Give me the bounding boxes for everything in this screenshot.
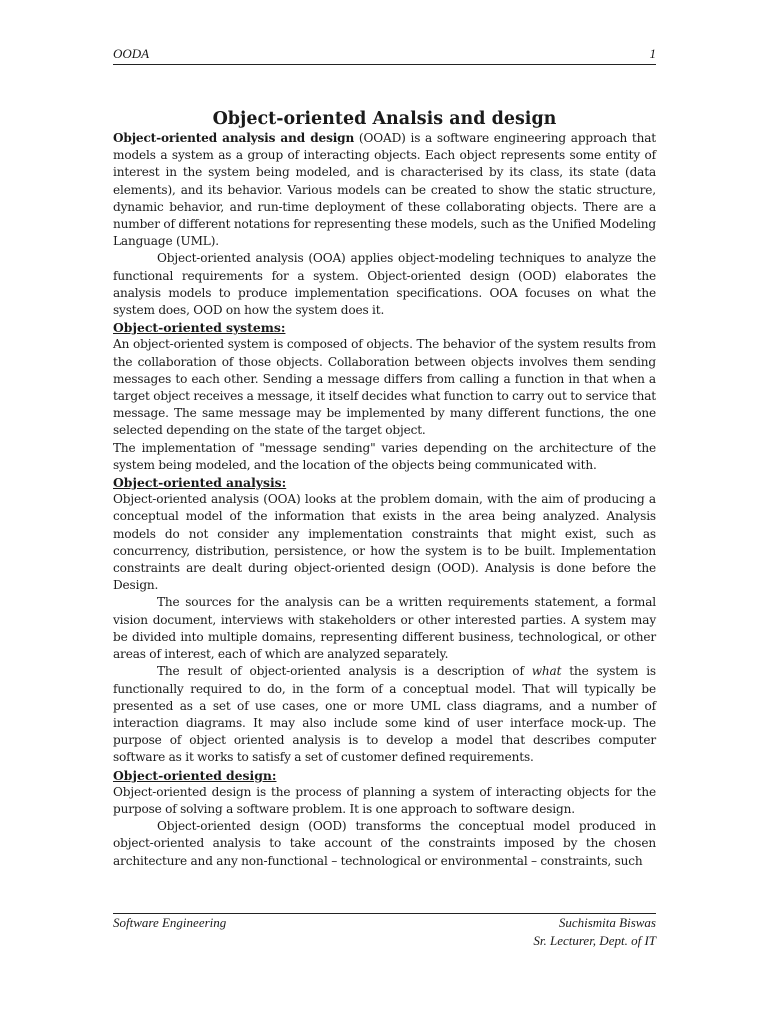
paragraph-analysis-result [113,663,656,766]
paragraph-design-transform: Object-oriented design (OOD) transforms the conceptual model produced in object-oriented analysis to take account of the constraints imposed by the chosen architecture and any non-functional – technological or environmental – constraints, such [113,819,656,868]
paragraph-ooa-ood: Object-oriented analysis (OOA) applies object-modeling techniques to analyze the functional requirements for a system. Object-oriented design (OOD) elaborates the analysis models to produce implementation specifications. OOA focuses on what the system does, OOD on how the system does it. [113,251,656,318]
page-footer [113,913,656,950]
paragraph-analysis-sources: The sources for the analysis can be a written requirements statement, a formal vision document, interviews with stakeholders or other interested parties. A system may be divided into multiple domains, representing different business, technological, or other areas of interest, each of which are analyzed separately. [113,595,656,662]
result-text-before: The result of object-oriented analysis is a description of [157,664,532,679]
intro-text: (OOAD) is a software engineering approach that models a system as a group of interacting objects. Each object represents some entity of interest in the system being modeled, and is characterised by its class, its state (data elements), and its behavior. Various models can be created to show the static structure, dynamic behavior, and run-time deployment of these collaborating objects. There are a number of different notations for representing these models, such as the Unified Modeling Language (UML). [113,131,656,249]
footer-author: Suchismita Biswas [558,915,656,930]
paragraph-systems: An object-oriented system is composed of objects. The behavior of the system results from the collaboration of those objects. Collaboration between objects involves them sending messages to each other. Sending a message differs from calling a function in that when a target object receives a message, it itself decides what function to carry out to service that message. The same message may be implemented by many different functions, the one selected depending on the state of the target object. [113,337,656,438]
intro-bold-term: Object-oriented analysis and design [113,131,355,145]
result-text-after: the system is functionally required to do, in the form of a conceptual model. That will typically be presented as a set of use cases, one or more UML class diagrams, and a number of interaction diagrams. It may also include some kind of user interface mock-up. The purpose of object oriented analysis is to develop a model that describes computer software as it works to satisfy a set of customer defined requirements. [113,664,656,765]
heading-object-oriented-design: Object-oriented design: [113,767,277,783]
page-header [113,46,656,65]
paragraph-message-sending: The implementation of "message sending" varies depending on the architecture of the system being modeled, and the location of the objects being communicated with. [113,440,656,472]
document-title: Object-oriented Analsis and design [212,109,557,129]
heading-object-oriented-analysis: Object-oriented analysis: [113,475,287,491]
result-italic-word: what [531,664,562,679]
document-body [113,108,656,870]
page-number: 1 [649,46,656,61]
footer-subject: Software Engineering [113,915,227,930]
paragraph-analysis: Object-oriented analysis (OOA) looks at the problem domain, with the aim of producing a conceptual model of the information that exists in the area being analyzed. Analysis models do not consider any implementation constraints that might exist, such as concurrency, distribution, persistence, or how the system is to be built. Implementation constraints are dealt during object-oriented design (OOD). Analysis is done before the Design. [113,492,656,593]
heading-object-oriented-systems: Object-oriented systems: [113,320,286,336]
paragraph-design: Object-oriented design is the process of planning a system of interacting objects for the purpose of solving a software problem. It is one approach to software design. [113,784,656,816]
header-title: OODA [113,46,150,61]
footer-author-role: Sr. Lecturer, Dept. of IT [533,933,656,948]
intro-paragraph [113,130,656,250]
